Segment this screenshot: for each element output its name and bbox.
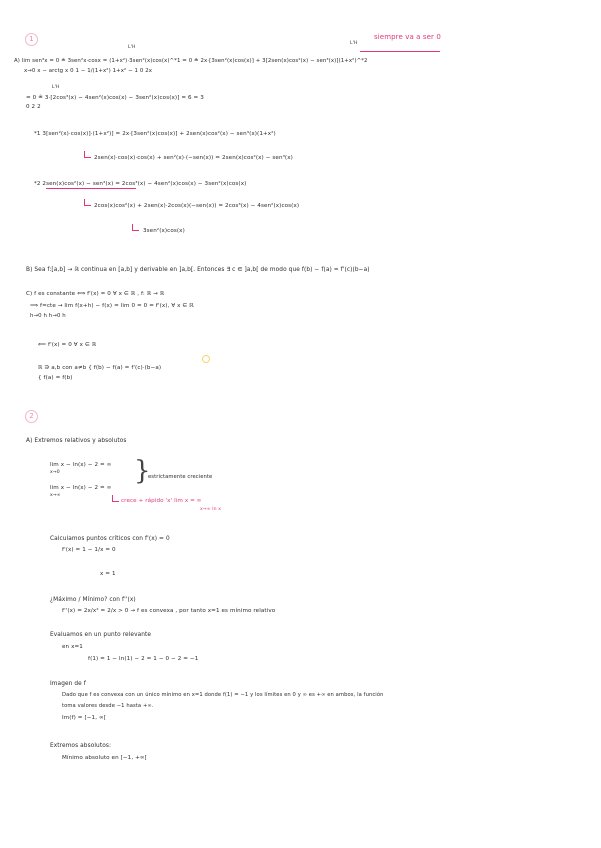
- evaluate-result: f(1) = 1 − ln(1) − 2 = 1 − 0 − 2 = −1: [88, 656, 199, 662]
- footnote-2-derivation: 2cos(x)cos²(x) + 2sen(x)·2cos(x)(−sen(x)) = 2cos³(x) − 4sen²(x)cos(x): [94, 203, 300, 209]
- footnote-2-term: 3sen²(x)cos(x): [143, 228, 185, 234]
- second-derivative: f''(x) = 2x/x² = 2/x > 0 → f es convexa , por tanto x=1 es mínimo relativo: [62, 608, 276, 614]
- section-2-number: 2: [25, 410, 38, 423]
- lhopital-label-3: L'H: [52, 85, 60, 90]
- section-2-a-title: A) Extremos relativos y absolutos: [26, 438, 127, 444]
- brace: }: [134, 456, 151, 486]
- footnote-1: *1 3[sen²(x)·cos(x)]·(1+x²)] = 2x·[3sen²(x)cos(x)] + 2sen(x)cos²(x) − sen³(x)(1+x²): [34, 131, 276, 137]
- lhopital-label-1: L'H: [128, 45, 136, 50]
- part-a-result-line: = 0 ≗ 3·[2cos³(x) − 4sen²(x)cos(x) − 3sen²(x)cos(x)] = 6 = 3: [26, 95, 204, 101]
- part-c-line-2-sub: h→0 h h→0 h: [30, 313, 66, 319]
- part-c-line-4: ℝ ∋ a,b con a≠b { f(b) − f(a) = f'(c)·(b−a): [38, 365, 162, 371]
- pink-underline: [360, 51, 440, 52]
- limit-at-infinity-sub: x→∞: [50, 493, 61, 498]
- image-result: Im(f) = [−1, ∞[: [62, 715, 107, 721]
- critical-point-value: x = 1: [100, 571, 116, 577]
- max-min-title: ¿Máximo / Mínimo? con f''(x): [50, 597, 136, 603]
- pink-note-sub: x→∞ ln x: [200, 507, 222, 512]
- section-1-number: 1: [25, 33, 38, 46]
- absolute-minimum: Mínimo absoluto en [−1, +∞[: [62, 755, 147, 761]
- absolute-extrema-title: Extremos absolutos:: [50, 743, 112, 749]
- image-text-1: Dado que f es convexa con un único mínimo en x=1 donde f(1) = −1 y los límites en 0 y ∞ es +∞ en ambos, la función: [62, 692, 384, 698]
- part-a-result-denominators: 0 2 2: [26, 104, 41, 110]
- image-title: Imagen de f: [50, 681, 86, 687]
- arrow-3: [132, 224, 139, 231]
- limit-at-zero-sub: x→0: [50, 470, 60, 475]
- critical-points-eq: f'(x) = 1 − 1/x = 0: [62, 547, 116, 553]
- footnote-1-derivation: 2sen(x)·cos(x)·cos(x) + sen²(x)·(−sen(x)) = 2sen(x)cos²(x) − sen³(x): [94, 155, 293, 161]
- part-b-statement: B) Sea f:[a,b] → ℝ continua en [a,b] y derivable en ]a,b[. Entonces ∃ c ∈ ]a,b[ de modo que f(b) − f(a) = f'(c)(b−a): [26, 267, 370, 273]
- part-a-limit-line: A) lim sen³x = 0 ≗ 3sen²x·cosx = (1+x²)·3sen²(x)cos(x)^*1 = 0 ≗ 2x·[3sen²(x)cos(x)] + 3[2sen(x)cos²(x) − sen³(x)](1+x²)^*2: [14, 58, 368, 64]
- part-c-line-3: ⟸ f'(x) = 0 ∀ x ∈ ℝ: [38, 342, 97, 348]
- brace-label: estrictamente creciente: [148, 474, 213, 480]
- arrow-pink-note: [112, 495, 119, 502]
- image-text-2: toma valores desde −1 hasta +∞.: [62, 703, 154, 709]
- footnote-2: *2 2sen(x)cos²(x) − sen³(x) = 2cos³(x) − 4sen²(x)cos(x) − 3sen²(x)cos(x): [34, 181, 247, 187]
- evaluate-title: Evaluamos en un punto relevante: [50, 632, 152, 638]
- lhopital-label-2: L'H: [350, 41, 358, 46]
- limit-at-infinity: lim x − ln(x) − 2 = ∞: [50, 485, 112, 491]
- part-a-limit-denominators: x→0 x − arctg x 0 1 − 1/(1+x²) 1+x² − 1 0 2x: [24, 68, 153, 74]
- pink-note: crece + rápido 'x' lim x = ∞: [121, 498, 202, 504]
- limit-at-zero: lim x − ln(x) − 2 = ∞: [50, 462, 112, 468]
- evaluate-point: en x=1: [62, 644, 83, 650]
- highlight-circle: [202, 355, 210, 363]
- arrow-1: [84, 151, 91, 158]
- footnote-2-underline: [46, 188, 136, 189]
- critical-points-title: Calculamos puntos críticos con f'(x) = 0: [50, 536, 170, 542]
- part-c-line-1: C) f es constante ⟺ f'(x) = 0 ∀ x ∈ ℝ , f: ℝ → ℝ: [26, 291, 165, 297]
- part-c-line-2: ⟹ f=cte → lim f(x+h) − f(x) = lim 0 = 0 = f'(x), ∀ x ∈ ℝ: [30, 303, 194, 309]
- pink-annotation-zero: siempre va a ser 0: [374, 33, 441, 41]
- arrow-2: [84, 199, 91, 206]
- part-c-line-5: { f(a) = f(b): [38, 375, 73, 381]
